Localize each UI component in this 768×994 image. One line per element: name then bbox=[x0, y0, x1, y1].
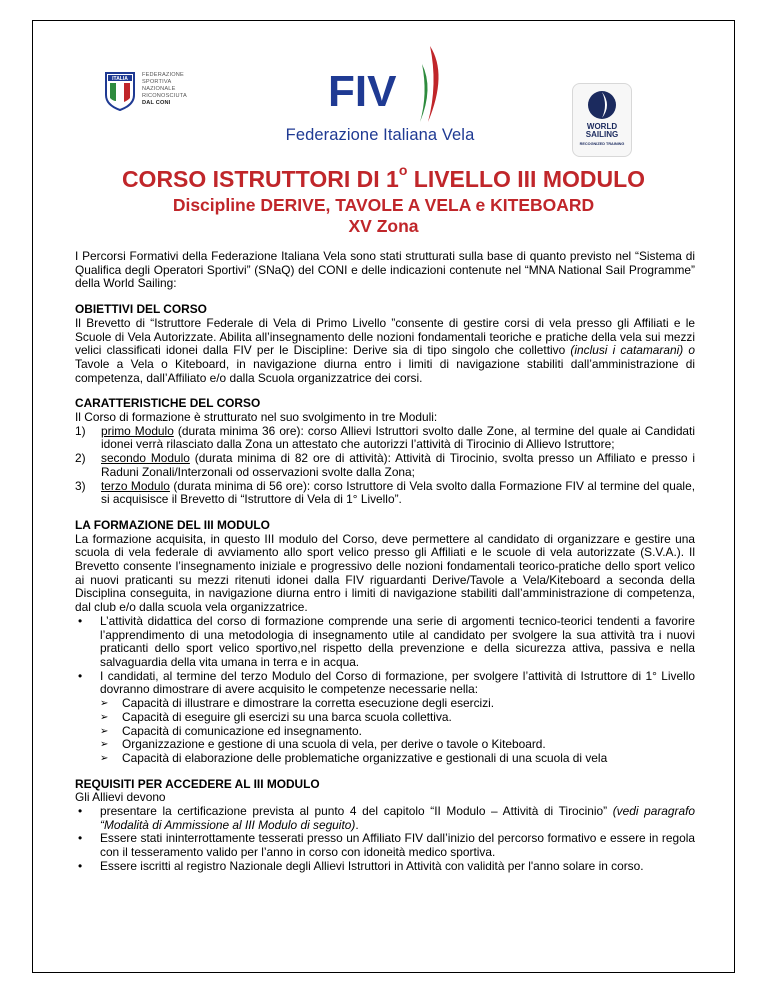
requisiti-lead: Gli Allievi devono bbox=[75, 790, 166, 805]
intro-paragraph: I Percorsi Formativi della Federazione Italiana Vela sono stati strutturati sulla base di quanto previsto nel “Sistema di Qualifica degli Operatori Sportivi” (SNaQ) del CONI e delle indicazioni contenute nel “MNA National Sail Programme” della World Sailing: bbox=[75, 249, 695, 291]
italia-shield-icon bbox=[104, 71, 136, 111]
subtitle-zone: XV Zona bbox=[348, 216, 419, 236]
list-item: • L’attività didattica del corso di formazione comprende una serie di argomenti tecnico-teorici tendenti a favorire l’apprendimento di una metodologia di insegnamento utile al candidato per svolgere la sua attività tra i nuovi praticanti dello sport velico sportivo,nel rispetto della prevenzione e della sicurezza attiva, passiva e nella salvaguardia della vita umana in terra e in acqua. bbox=[78, 613, 695, 669]
caratteristiche-lead: Il Corso di formazione è strutturato nel suo svolgimento in tre Moduli: bbox=[75, 410, 438, 425]
arrow-bullet-icon: ➢ bbox=[100, 698, 109, 710]
arrow-bullet-icon: ➢ bbox=[100, 752, 109, 764]
world-sailing-globe-icon bbox=[586, 89, 618, 121]
list-item: 1) primo Modulo (durata minima 36 ore): corso Allievi Istruttori svolto dalle Zone, al termine del quale ai Candidati idonei verrà rilasciato dalla Zona un attestato che autorizzi l’attività di Tirocinio di Allievo Istruttore; bbox=[75, 423, 695, 452]
subtitle-disciplines: Discipline DERIVE, TAVOLE A VELA e KITEBOARD bbox=[172, 195, 595, 215]
list-item: • presentare la certificazione prevista al punto 4 del capitolo “II Modulo – Attività di Tirocinio” (vedi paragrafo “Modalità di Ammissione al III Modulo di seguito). bbox=[78, 804, 696, 832]
section-heading-requisiti: REQUISITI PER ACCEDERE AL III MODULO bbox=[75, 776, 320, 791]
document-subtitle bbox=[32, 195, 735, 237]
world-sailing-recognized: RECOGNIZED TRAINING bbox=[579, 142, 625, 146]
italia-logo-text: FEDERAZIONE SPORTIVA NAZIONALE RICONOSCIUTA DAL CONI bbox=[142, 72, 187, 106]
arrow-bullet-icon: ➢ bbox=[100, 725, 109, 737]
list-item: 3) terzo Modulo (durata minima di 56 ore): corso Istruttore di Vela svolto dalla Formazione FIV al termine del quale, si acquisisce il Brevetto di “Istruttore di Vela di 1° Livello”. bbox=[75, 478, 695, 507]
bullet-icon: • bbox=[78, 831, 83, 846]
requisiti-bullets bbox=[75, 805, 695, 874]
document-title: CORSO ISTRUTTORI DI 1$^o$ LIVELLO III MODULO bbox=[121, 162, 646, 192]
list-item: ➢ Capacità di elaborazione delle problematiche organizzative e gestionali di una scuola di vela bbox=[100, 750, 608, 765]
list-item: • I candidati, al termine del terzo Modulo del Corso di formazione, per svolgere l’attività di Istruttore di 1° Livello dovranno dimostrare di avere acquisito le competenze necessarie nella: bbox=[78, 668, 695, 697]
world-sailing-text: WORLD SAILING bbox=[585, 122, 619, 139]
fiv-sail-icon bbox=[280, 44, 480, 124]
svg-text:ITALIA: ITALIA bbox=[112, 76, 128, 82]
document-body bbox=[75, 250, 695, 874]
obiettivi-paragraph: Il Brevetto di “Istruttore Federale di Vela di Primo Livello ”consente di gestire corsi di vela presso gli Affiliati e le Scuole di Vela Autorizzate. Abilita all’insegnamento delle nozioni fondamentali teoriche e pratiche della vela sui mezzi velici classificati idonei dalla FIV per le Discipline: Derive sia di tipo singolo che collettivo (inclusi i catamarani) o Tavole a Vela o Kiteboard, in navigazione diurna entro i limiti di navigazione stabiliti dall’amministrazione di competenza, dall’Affiliato e/o dalla Scuola organizzatrice dei corsi. bbox=[75, 315, 696, 385]
section-heading-obiettivi: OBIETTIVI DEL CORSO bbox=[75, 302, 207, 317]
formazione-bullets bbox=[75, 615, 695, 697]
list-item: ➢ Capacità di eseguire gli esercizi su una barca scuola collettiva. bbox=[100, 709, 452, 724]
fiv-subtitle: Federazione Italiana Vela bbox=[285, 126, 475, 144]
fiv-logo bbox=[280, 44, 480, 148]
section-heading-formazione: LA FORMAZIONE DEL III MODULO bbox=[75, 517, 270, 532]
arrow-bullet-icon: ➢ bbox=[100, 739, 109, 751]
bullet-icon: • bbox=[78, 613, 83, 628]
list-item: ➢ Capacità di comunicazione ed insegnamento. bbox=[100, 723, 362, 738]
section-heading-caratteristiche: CARATTERISTICHE DEL CORSO bbox=[75, 396, 261, 411]
world-sailing-logo bbox=[572, 83, 632, 157]
formazione-paragraph: La formazione acquisita, in questo III modulo del Corso, deve permettere al candidato di organizzare e gestire una scuola di vela federale di avviamento allo sport velico presso gli Affiliati e le scuole di vela autorizzate (S.V.A.). Il Brevetto consente l’insegnamento iniziale e progressivo delle nozioni fondamentali teorico-pratiche dello sport velico ai nuovi praticanti su mezzi ritenuti idonei dalla FIV riguardanti Derive/Tavole a Vela/Kiteboard a seconda della Disciplina conseguita, in navigazione diurna entro i limiti di navigazione stabiliti dall’amministrazione di competenza, dal club e/o dalla scuola vela organizzatrice. bbox=[75, 531, 695, 615]
list-item: ➢ Capacità di illustrare e dimostrare la corretta esecuzione degli esercizi. bbox=[100, 696, 495, 711]
arrow-bullet-icon: ➢ bbox=[100, 711, 109, 723]
bullet-icon: • bbox=[78, 804, 83, 819]
competenze-list bbox=[75, 697, 695, 766]
list-item: 2) secondo Modulo (durata minima di 82 ore di attività): Attività di Tirocinio, svolta presso un Affiliato e presso i Raduni Zonali/Interzonali od osservazioni svolte dalla Zona; bbox=[75, 451, 695, 479]
italia-coni-logo bbox=[104, 71, 204, 111]
fiv-letters: FIV bbox=[328, 67, 397, 116]
moduli-list bbox=[75, 425, 695, 507]
list-item: • Essere iscritti al registro Nazionale degli Allievi Istruttori in Attività con validità per l'anno solare in corso. bbox=[78, 858, 644, 873]
list-item: • Essere stati ininterrottamente tesserati presso un Affiliato FIV dall’inizio del percorso formativo e essere in regola con il tesseramento valido per l’anno in corso con idoneità medico sportiva. bbox=[78, 831, 695, 860]
bullet-icon: • bbox=[78, 858, 83, 873]
bullet-icon: • bbox=[78, 668, 83, 683]
list-item: ➢ Organizzazione e gestione di una scuola di vela, per derive o tavole o Kiteboard. bbox=[100, 737, 546, 752]
